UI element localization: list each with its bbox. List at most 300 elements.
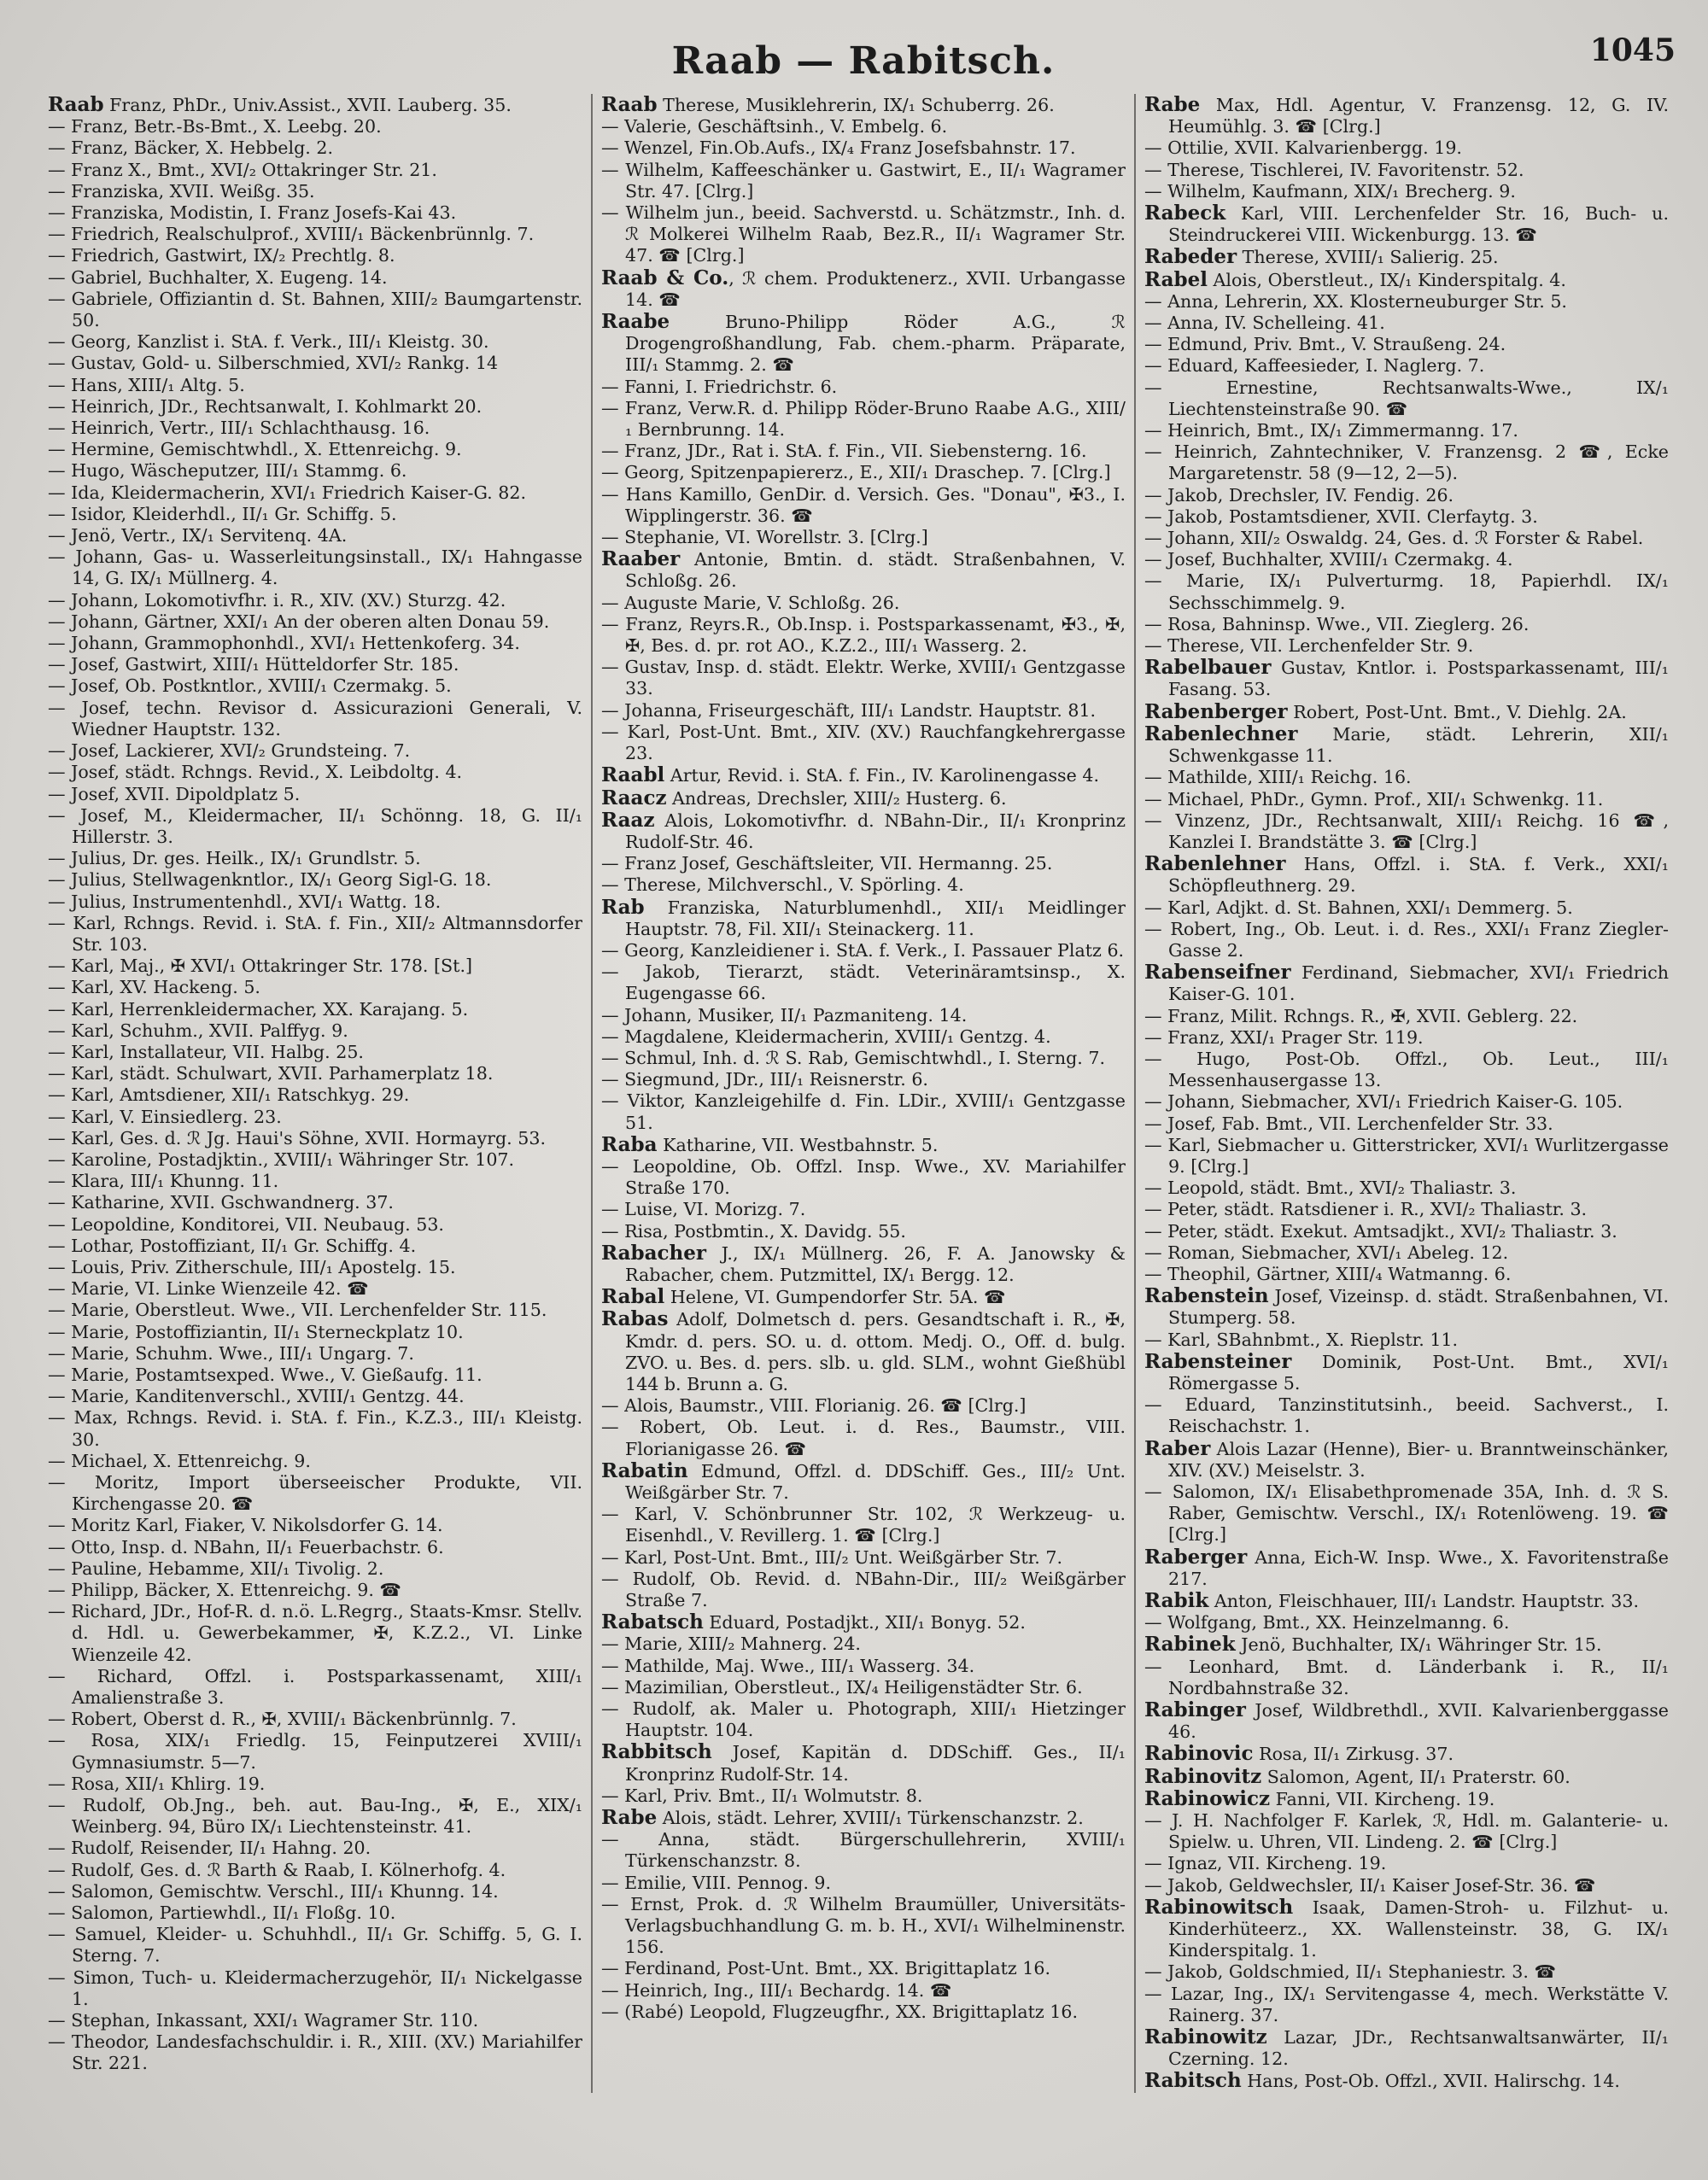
directory-entry <box>1144 1634 1669 1656</box>
entry-text: Dominik, Post-Unt. Bmt., XVI/₁ Römergasse 5. <box>1168 1351 1669 1394</box>
entry-text: Fanni, VII. Kircheng. 19. <box>1270 1788 1495 1809</box>
entry-text: — Lothar, Postoffiziant, II/₁ Gr. Schiffg. 4. <box>48 1235 417 1256</box>
entry-surname: Rabe <box>601 1806 658 1830</box>
entry-text: — Heinrich, Zahntechniker, V. Franzensg. 2 ☎, Ecke Margaretenstr. 58 (9—12, 2—5). <box>1144 441 1669 484</box>
directory-entry <box>1144 313 1669 334</box>
entry-text: — Luise, VI. Morizg. 7. <box>601 1199 806 1220</box>
entry-text: — Ida, Kleidermacherin, XVI/₁ Friedrich Kaiser-G. 82. <box>48 482 527 503</box>
entry-text: — Heinrich, Vertr., III/₁ Schlachthausg. 16. <box>48 418 430 439</box>
entry-text: — Schmul, Inh. d. ℛ S. Rab, Gemischtwhdl., I. Sterng. 7. <box>601 1047 1106 1068</box>
entry-text: — Lazar, Ing., IX/₁ Servitengasse 4, mech. Werkstätte V. Rainerg. 37. <box>1144 1983 1669 2025</box>
entry-text: — Heinrich, JDr., Rechtsanwalt, I. Kohlmarkt 20. <box>48 395 483 417</box>
entry-text: — Franz, JDr., Rat i. StA. f. Fin., VII. Siebensterng. 16. <box>601 441 1087 462</box>
entry-text: — Karl, Ges. d. ℛ Jg. Haui's Söhne, XVII. Hormayrg. 53. <box>48 1127 546 1148</box>
directory-entry <box>601 593 1126 614</box>
entry-text: Anton, Fleischhauer, III/₁ Landstr. Hauptstr. 33. <box>1208 1591 1639 1612</box>
directory-entry <box>1144 1984 1669 2026</box>
directory-entry <box>1144 202 1669 246</box>
directory-entry <box>48 891 582 913</box>
directory-entry <box>601 1807 1126 1829</box>
directory-entry <box>601 267 1126 311</box>
entry-text: — Samuel, Kleider- u. Schuhhdl., II/₁ Gr. Schiffg. 5, G. I. Sterng. 7. <box>48 1924 582 1967</box>
directory-entry <box>48 525 582 546</box>
column-3 <box>1134 94 1677 2093</box>
entry-text: — Georg, Kanzlist i. StA. f. Verk., III/₁ Kleistg. 30. <box>48 331 489 353</box>
entry-text: — Franz, Betr.-Bs-Bmt., X. Leebg. 20. <box>48 116 382 137</box>
directory-entry <box>601 1873 1126 1894</box>
directory-entry <box>48 654 582 675</box>
entry-text: — Franz Josef, Geschäftsleiter, VII. Hermanng. 25. <box>601 853 1053 874</box>
entry-text: — Marie, IX/₁ Pulverturmg. 18, Papierhdl. IX/₁ Sechsschimmelg. 9. <box>1144 570 1669 613</box>
entry-text: — Karl, Herrenkleidermacher, XX. Karajang. 5. <box>48 998 469 1020</box>
directory-entry <box>601 1005 1126 1026</box>
entry-surname: Raba <box>601 1132 658 1156</box>
directory-entry <box>1144 570 1669 613</box>
entry-text: — Hugo, Wäscheputzer, III/₁ Stammg. 6. <box>48 460 407 482</box>
entry-text: — Josef, Fab. Bmt., VII. Lerchenfelder Str. 33. <box>1144 1113 1553 1134</box>
entry-text: , ℛ chem. Produktenerz., XVII. Urbangasse 14. ☎ <box>625 267 1126 310</box>
directory-entry <box>48 375 582 396</box>
entry-text: — (Rabé) Leopold, Flugzeugfhr., XX. Brigittaplatz 16. <box>601 2001 1079 2022</box>
directory-entry <box>48 1343 582 1365</box>
column-2 <box>591 94 1134 2093</box>
entry-text: — Therese, VII. Lerchenfelder Str. 9. <box>1144 635 1474 657</box>
directory-entry <box>48 1924 582 1967</box>
directory-entry <box>601 1785 1126 1807</box>
directory-entry <box>1144 1135 1669 1178</box>
entry-text: Antonie, Bmtin. d. städt. Straßenbahnen, V. Schloßg. 26. <box>625 549 1126 592</box>
directory-entry <box>48 698 582 740</box>
directory-entry <box>1144 181 1669 202</box>
directory-entry <box>601 1242 1126 1286</box>
entry-surname: Rabenstein <box>1144 1284 1269 1308</box>
directory-entry <box>601 1308 1126 1395</box>
entry-text: — Emilie, VIII. Pennog. 9. <box>601 1872 832 1893</box>
entry-text: — Jakob, Drechsler, IV. Fendig. 26. <box>1144 484 1454 506</box>
directory-entry <box>1144 767 1669 788</box>
entry-text: — Franz, Bäcker, X. Hebbelg. 2. <box>48 137 334 159</box>
entry-text: — Salomon, Gemischtw. Verschl., III/₁ Khunng. 14. <box>48 1880 499 1902</box>
entry-text: — Karl, Maj., ✠ XVI/₁ Ottakringer Str. 178. [St.] <box>48 956 473 977</box>
directory-entry <box>601 897 1126 940</box>
entry-text: — Wilhelm, Kaffeeschänker u. Gastwirt, E., II/₁ Wagramer Str. 47. [Clrg.] <box>601 159 1126 202</box>
entry-text: — Karl, XV. Hackeng. 5. <box>48 977 260 998</box>
directory-entry <box>1144 1221 1669 1242</box>
directory-entry <box>1144 1091 1669 1113</box>
directory-entry <box>48 267 582 289</box>
directory-entry <box>48 1192 582 1213</box>
directory-entry <box>48 1881 582 1902</box>
directory-entry <box>48 1278 582 1300</box>
entry-text: — Gabriel, Buchhalter, X. Eugeng. 14. <box>48 266 388 288</box>
entry-surname: Raab <box>601 93 658 116</box>
entry-text: Gustav, Kntlor. i. Postsparkassenamt, III/₁ Fasang. 53. <box>1168 658 1669 700</box>
entry-surname: Rabik <box>1144 1589 1209 1613</box>
directory-entry <box>1144 1699 1669 1743</box>
directory-entry <box>601 1286 1126 1308</box>
entry-text: — Magdalene, Kleidermacherin, XVIII/₁ Gentzg. 4. <box>601 1026 1051 1047</box>
entry-text: Ferdinand, Siebmacher, XVI/₁ Friedrich Kaiser-G. 101. <box>1168 962 1669 1005</box>
directory-entry <box>601 874 1126 896</box>
entry-surname: Raaber <box>601 547 681 571</box>
entry-text: Franz, PhDr., Univ.Assist., XVII. Lauberg. 35. <box>103 95 512 115</box>
directory-entry <box>601 1569 1126 1611</box>
directory-entry <box>48 740 582 762</box>
entry-text: — Johann, Musiker, II/₁ Pazmaniteng. 14. <box>601 1004 968 1026</box>
entry-text: — Friedrich, Gastwirt, IX/₂ Prechtlg. 8. <box>48 245 395 266</box>
directory-entry <box>48 1967 582 2010</box>
directory-entry <box>48 1795 582 1838</box>
entry-text: — Marie, Postamtsexped. Wwe., V. Gießaufg. 11. <box>48 1364 483 1385</box>
entry-text: — Mathilde, Maj. Wwe., III/₁ Wasserg. 34. <box>601 1655 975 1676</box>
directory-entry <box>1144 1027 1669 1049</box>
entry-text: Josef, Wildbrethdl., XVII. Kalvarienberggasse 46. <box>1168 1700 1669 1743</box>
entry-text: Alois, Lokomotivfhr. d. NBahn-Dir., II/₁ Kronprinz Rudolf-Str. 46. <box>625 809 1126 852</box>
directory-entry <box>1144 485 1669 506</box>
entry-text: — Friedrich, Realschulprof., XVIII/₁ Bäckenbrünnlg. 7. <box>48 224 535 245</box>
entry-surname: Rabenlechner <box>1144 722 1298 745</box>
entry-text: — Josef, Gastwirt, XIII/₁ Hütteldorfer Str. 185. <box>48 654 459 675</box>
directory-entry <box>48 160 582 181</box>
directory-entry <box>48 1730 582 1773</box>
entry-text: Rosa, II/₁ Zirkusg. 37. <box>1253 1744 1454 1765</box>
entry-text: — Karoline, Postadjktin., XVIII/₁ Währinger Str. 107. <box>48 1148 515 1170</box>
directory-entry <box>601 809 1126 853</box>
directory-entry <box>48 633 582 654</box>
entry-surname: Rabel <box>1144 267 1208 291</box>
entry-text: — Karl, Rchngs. Revid. i. StA. f. Fin., XII/₂ Altmannsdorfer Str. 103. <box>48 912 582 955</box>
directory-entry <box>601 2002 1126 2023</box>
entry-surname: Rabenberger <box>1144 699 1288 723</box>
entry-surname: Rabinovic <box>1144 1742 1254 1766</box>
directory-entry <box>1144 853 1669 897</box>
entry-text: — Max, Rchngs. Revid. i. StA. f. Fin., K.Z.3., III/₁ Kleistg. 30. <box>48 1407 582 1450</box>
directory-entry <box>1144 919 1669 961</box>
entry-text: — Salomon, Partiewhdl., II/₁ Floßg. 10. <box>48 1902 396 1924</box>
directory-entry <box>1144 1766 1669 1788</box>
directory-entry <box>601 1395 1126 1417</box>
entry-text: Max, Hdl. Agentur, V. Franzensg. 12, G. IV. Heumühlg. 3. ☎ [Clrg.] <box>1168 95 1669 137</box>
directory-entry <box>601 202 1126 267</box>
entry-text: — Marie, Oberstleut. Wwe., VII. Lerchenfelder Str. 115. <box>48 1300 547 1321</box>
directory-entry <box>48 956 582 977</box>
directory-entry <box>601 1460 1126 1504</box>
directory-entry <box>48 675 582 697</box>
entry-text: — Klara, III/₁ Khunng. 11. <box>48 1171 279 1192</box>
directory-entry <box>48 396 582 418</box>
entry-text: — Josef, Lackierer, XVI/₂ Grundsteing. 7. <box>48 740 411 762</box>
entry-text: — Therese, Tischlerei, IV. Favoritenstr. 52. <box>1144 159 1524 180</box>
entry-text: — Karl, Schuhm., XVII. Palffyg. 9. <box>48 1020 348 1041</box>
directory-entry <box>48 1020 582 1042</box>
entry-text: — Richard, Offzl. i. Postsparkassenamt, XIII/₁ Amalienstraße 3. <box>48 1665 582 1709</box>
directory-entry <box>48 1386 582 1407</box>
entry-text: — Karl, Priv. Bmt., II/₁ Wolmutstr. 8. <box>601 1785 923 1806</box>
directory-entry <box>48 181 582 202</box>
directory-entry <box>601 1634 1126 1655</box>
directory-entry <box>1144 657 1669 700</box>
entry-text: — Peter, städt. Exekut. Amtsadjkt., XVI/₂ Thaliastr. 3. <box>1144 1220 1617 1242</box>
entry-text: — Heinrich, Bmt., IX/₁ Zimmermanng. 17. <box>1144 420 1518 441</box>
page-title: Raab — Rabitsch. <box>671 39 1056 83</box>
entry-text: — Johann, Siebmacher, XVI/₁ Friedrich Kaiser-G. 105. <box>1144 1091 1623 1113</box>
entry-text: — Edmund, Priv. Bmt., V. Straußeng. 24. <box>1144 334 1506 355</box>
entry-text: Marie, städt. Lehrerin, XII/₁ Schwenkgasse 11. <box>1168 723 1669 767</box>
directory-entry <box>1144 1264 1669 1285</box>
directory-entry <box>48 504 582 525</box>
entry-text: — Marie, Kanditenverschl., XVIII/₁ Gentzg. 44. <box>48 1386 465 1407</box>
entry-surname: Rabinger <box>1144 1698 1246 1722</box>
directory-entry <box>601 940 1126 961</box>
directory-entry <box>48 999 582 1020</box>
directory-entry <box>1144 1612 1669 1634</box>
directory-entry <box>48 331 582 353</box>
directory-entry <box>601 1741 1126 1785</box>
entry-columns <box>48 94 1679 2093</box>
entry-text: — Josef, städt. Rchngs. Revid., X. Leibdoltg. 4. <box>48 762 463 783</box>
entry-text: — Ottilie, XVII. Kalvarienbergg. 19. <box>1144 137 1462 159</box>
entry-text: — Marie, XIII/₂ Mahnerg. 24. <box>601 1634 861 1655</box>
directory-entry <box>601 1048 1126 1069</box>
entry-text: — Jakob, Geldwechsler, II/₁ Kaiser Josef-Str. 36. ☎ <box>1144 1874 1596 1896</box>
directory-entry <box>1144 137 1669 159</box>
directory-entry <box>1144 160 1669 181</box>
entry-surname: Raacz <box>601 786 667 809</box>
entry-text: — Eduard, Tanzinstitutsinh., beeid. Sachverst., I. Reischachstr. 1. <box>1144 1394 1669 1437</box>
directory-entry <box>1144 334 1669 355</box>
entry-text: — Alois, Baumstr., VIII. Florianig. 26. ☎ [Clrg.] <box>601 1395 1027 1417</box>
entry-text: — Gabriele, Offiziantin d. St. Bahnen, XIII/₂ Baumgartenstr. 50. <box>48 288 582 331</box>
entry-text: — Karl, städt. Schulwart, XVII. Parhamerplatz 18. <box>48 1063 494 1084</box>
entry-text: — Robert, Ob. Leut. i. d. Res., Baumstr., VIII. Florianigasse 26. ☎ <box>601 1417 1126 1459</box>
directory-entry <box>48 439 582 460</box>
directory-entry <box>1144 1590 1669 1612</box>
entry-text: — Georg, Kanzleidiener i. StA. f. Verk., I. Passauer Platz 6. <box>601 939 1125 961</box>
directory-entry <box>48 353 582 374</box>
entry-text: — Stephanie, VI. Worellstr. 3. [Clrg.] <box>601 527 928 548</box>
entry-surname: Raabe <box>601 310 670 334</box>
directory-entry <box>48 137 582 159</box>
directory-entry <box>48 289 582 331</box>
directory-entry <box>601 398 1126 441</box>
directory-entry <box>601 1090 1126 1133</box>
entry-text: Eduard, Postadjkt., XII/₁ Bonyg. 52. <box>703 1612 1026 1634</box>
directory-entry <box>601 700 1126 722</box>
directory-entry <box>601 160 1126 202</box>
directory-entry <box>1144 1199 1669 1220</box>
directory-entry <box>1144 1178 1669 1199</box>
directory-entry <box>601 1677 1126 1698</box>
directory-entry <box>1144 635 1669 657</box>
directory-entry <box>48 2031 582 2074</box>
directory-entry <box>601 853 1126 874</box>
entry-text: Bruno-Philipp Röder A.G., ℛ Drogengroßhandlung, Fab. chem.-pharm. Präparate, III/₁ Stammg. 2. ☎ <box>625 312 1126 376</box>
directory-entry <box>601 787 1126 809</box>
entry-text: — Salomon, IX/₁ Elisabethpromenade 35A, Inh. d. ℛ S. Raber, Gemischtw. Verschl., IX/₁ Rotenlöweng. 19. ☎ [Clrg.] <box>1144 1482 1669 1546</box>
entry-text: — Jakob, Goldschmied, II/₁ Stephaniestr. 3. ☎ <box>1144 1961 1557 1983</box>
entry-text: — Johanna, Friseurgeschäft, III/₁ Landstr. Hauptstr. 81. <box>601 699 1097 721</box>
entry-surname: Raab & Co. <box>601 266 729 289</box>
directory-entry <box>48 1407 582 1450</box>
directory-entry <box>48 1451 582 1472</box>
entry-text: Alois, städt. Lehrer, XVIII/₁ Türkenschanzstr. 2. <box>657 1808 1084 1829</box>
entry-text: — Valerie, Geschäftsinh., V. Embelg. 6. <box>601 116 948 137</box>
directory-entry <box>48 1838 582 1859</box>
directory-entry <box>48 460 582 482</box>
entry-text: — Karl, Adjkt. d. St. Bahnen, XXI/₁ Demmerg. 5. <box>1144 897 1573 918</box>
entry-text: — Johann, Grammophonhdl., XVI/₁ Hettenkoferg. 34. <box>48 633 520 654</box>
entry-text: — Josef, XVII. Dipoldplatz 5. <box>48 783 301 804</box>
directory-entry <box>1144 1438 1669 1482</box>
directory-entry <box>1144 1242 1669 1264</box>
directory-entry <box>48 1257 582 1278</box>
entry-text: Hans, Offzl. i. StA. f. Verk., XXI/₁ Schöpfleuthnerg. 29. <box>1168 854 1669 897</box>
entry-text: — Ernestine, Rechtsanwalts-Wwe., IX/₁ Liechtensteinstraße 90. ☎ <box>1144 377 1669 419</box>
entry-text: — Karl, Installateur, VII. Halbg. 25. <box>48 1041 364 1062</box>
directory-entry <box>48 202 582 224</box>
directory-entry <box>1144 291 1669 313</box>
directory-entry <box>1144 1006 1669 1027</box>
directory-entry <box>48 805 582 848</box>
entry-text: Katharine, VII. Westbahnstr. 5. <box>657 1134 939 1155</box>
entry-surname: Rabeck <box>1144 202 1226 225</box>
entry-text: Andreas, Drechsler, XIII/₂ Husterg. 6. <box>666 787 1007 809</box>
directory-entry <box>48 1537 582 1558</box>
entry-surname: Rabacher <box>601 1241 707 1265</box>
entry-text: — Karl, Post-Unt. Bmt., XIV. (XV.) Rauchfangkehrergasse 23. <box>601 721 1126 764</box>
entry-text: — Leopold, städt. Bmt., XVI/₂ Thaliastr. 3. <box>1144 1178 1517 1199</box>
directory-entry <box>1144 1351 1669 1394</box>
directory-entry <box>601 764 1126 786</box>
entry-text: — Jakob, Postamtsdiener, XVII. Clerfaytg. 3. <box>1144 506 1538 527</box>
directory-entry <box>48 1236 582 1257</box>
entry-text: — Leonhard, Bmt. d. Länderbank i. R., II/₁ Nordbahnstraße 32. <box>1144 1656 1669 1698</box>
entry-text: J., IX/₁ Müllnerg. 26, F. A. Janowsky & Rabacher, chem. Putzmittel, IX/₁ Bergg. 12. <box>625 1242 1126 1285</box>
entry-text: — Eduard, Kaffeesieder, I. Naglerg. 7. <box>1144 355 1485 377</box>
directory-entry <box>601 1069 1126 1090</box>
directory-entry <box>1144 246 1669 268</box>
directory-entry <box>1144 528 1669 549</box>
entry-text: — Heinrich, Ing., III/₁ Bechardg. 14. ☎ <box>601 1979 952 2001</box>
directory-entry <box>1144 1113 1669 1135</box>
directory-entry <box>601 722 1126 764</box>
entry-surname: Rabensteiner <box>1144 1349 1292 1373</box>
directory-entry <box>1144 810 1669 853</box>
entry-text: — Franz, XXI/₁ Prager Str. 119. <box>1144 1026 1424 1048</box>
entry-text: — Moritz, Import überseeischer Produkte, VII. Kirchengasse 20. ☎ <box>48 1472 582 1515</box>
entry-text: — Josef, M., Kleidermacher, II/₁ Schönng. 18, G. II/₁ Hillerstr. 3. <box>48 804 582 847</box>
directory-entry <box>1144 1394 1669 1437</box>
entry-text: Edmund, Offzl. d. DDSchiff. Ges., III/₂ Unt. Weißgärber Str. 7. <box>625 1460 1126 1503</box>
entry-surname: Rabelbauer <box>1144 656 1272 680</box>
entry-text: — Karl, SBahnbmt., X. Rieplstr. 11. <box>1144 1329 1459 1350</box>
directory-entry <box>48 1709 582 1730</box>
entry-text: — Johann, Lokomotivfhr. i. R., XIV. (XV.) Sturzg. 42. <box>48 589 506 611</box>
directory-entry <box>601 1547 1126 1569</box>
directory-entry <box>48 1774 582 1795</box>
directory-entry <box>48 2010 582 2031</box>
entry-text: — Viktor, Kanzleigehilfe d. Fin. LDir., XVIII/₁ Gentzgasse 51. <box>601 1090 1126 1133</box>
entry-text: — Franz, Verw.R. d. Philipp Röder-Bruno Raabe A.G., XIII/₁ Bernbrunng. 14. <box>601 397 1126 441</box>
page-number: 1045 <box>1589 32 1676 68</box>
entry-text: Therese, Musiklehrerin, IX/₁ Schuberrg. 26. <box>657 95 1055 115</box>
entry-text: — Leopoldine, Konditorei, VII. Neubaug. 53. <box>48 1213 444 1235</box>
entry-surname: Raaz <box>601 808 655 832</box>
directory-entry <box>48 869 582 891</box>
directory-entry <box>48 1365 582 1386</box>
entry-surname: Rabal <box>601 1285 665 1309</box>
entry-text: Hans, Post-Ob. Offzl., XVII. Halirschg. 14. <box>1241 2071 1620 2092</box>
directory-entry <box>48 1042 582 1063</box>
entry-text: — Karl, V. Einsiedlerg. 23. <box>48 1106 282 1127</box>
entry-surname: Rabatsch <box>601 1610 704 1634</box>
entry-text: — Johann, XII/₂ Oswaldg. 24, Ges. d. ℛ Forster & Rabel. <box>1144 528 1644 549</box>
directory-entry <box>48 1515 582 1536</box>
entry-text: — Wilhelm jun., beeid. Sachverstd. u. Schätzmstr., Inh. d. ℛ Molkerei Wilhelm Raab, Bez.R., II/₁ Wagramer Str. 47. ☎ [Clrg.] <box>601 202 1126 266</box>
directory-entry <box>1144 549 1669 570</box>
entry-text: — Anna, Lehrerin, XX. Klosterneuburger Str. 5. <box>1144 290 1567 312</box>
entry-text: Franziska, Naturblumenhdl., XII/₁ Meidlinger Hauptstr. 78, Fil. XII/₁ Steinackerg. 11. <box>625 897 1126 939</box>
directory-entry <box>1144 789 1669 810</box>
directory-entry <box>1144 377 1669 420</box>
directory-entry <box>48 1601 582 1666</box>
directory-entry <box>48 1558 582 1580</box>
entry-text: — Karl, Siebmacher u. Gitterstricker, XVI/₁ Wurlitzergasse 9. [Clrg.] <box>1144 1134 1669 1177</box>
directory-entry <box>48 1860 582 1881</box>
directory-entry <box>48 482 582 504</box>
directory-entry <box>48 1149 582 1171</box>
entry-surname: Raberger <box>1144 1545 1248 1569</box>
directory-entry <box>1144 1810 1669 1853</box>
entry-text: — Moritz Karl, Fiaker, V. Nikolsdorfer G. 14. <box>48 1515 443 1536</box>
directory-entry <box>601 657 1126 699</box>
entry-text: — Hugo, Post-Ob. Offzl., Ob. Leut., III/₁ Messenhausergasse 13. <box>1144 1048 1669 1091</box>
entry-text: — Franziska, XVII. Weißg. 35. <box>48 180 315 202</box>
directory-entry <box>1144 1049 1669 1091</box>
entry-text: — Michael, X. Ettenreichg. 9. <box>48 1450 311 1471</box>
directory-entry <box>601 1134 1126 1156</box>
directory-entry <box>601 1199 1126 1220</box>
directory-entry <box>601 94 1126 116</box>
directory-entry <box>601 1504 1126 1546</box>
entry-text: — Otto, Insp. d. NBahn, II/₁ Feuerbachstr. 6. <box>48 1536 444 1558</box>
directory-entry <box>48 1084 582 1106</box>
directory-entry <box>48 94 582 116</box>
entry-text: Anna, Eich-W. Insp. Wwe., X. Favoritenstraße 217. <box>1168 1546 1669 1589</box>
entry-surname: Raber <box>1144 1436 1211 1460</box>
entry-text: — Rosa, XIX/₁ Friedlg. 15, Feinputzerei XVIII/₁ Gymnasiumstr. 5—7. <box>48 1730 582 1773</box>
entry-text: — Vinzenz, JDr., Rechtsanwalt, XIII/₁ Reichg. 16 ☎, Kanzlei I. Brandstätte 3. ☎ [Clrg.] <box>1144 809 1669 852</box>
entry-text: — Franz, Reyrs.R., Ob.Insp. i. Postsparkassenamt, ✠3., ✠, ✠, Bes. d. pr. rot AO., K.Z.2., III/₁ Wasserg. 2. <box>601 613 1126 657</box>
entry-text: — Robert, Ing., Ob. Leut. i. d. Res., XXI/₁ Franz Ziegler-Gasse 2. <box>1144 918 1669 961</box>
directory-entry <box>48 1666 582 1709</box>
directory-entry <box>48 224 582 245</box>
entry-text: — Franziska, Modistin, I. Franz Josefs-Kai 43. <box>48 202 457 224</box>
entry-text: — Johann, Gärtner, XXI/₁ An der oberen alten Donau 59. <box>48 611 550 632</box>
entry-text: — Josef, Ob. Postkntlor., XVIII/₁ Czermakg. 5. <box>48 675 452 697</box>
directory-entry <box>601 961 1126 1004</box>
directory-entry <box>601 1980 1126 2002</box>
entry-text: — Mathilde, XIII/₁ Reichg. 16. <box>1144 767 1412 788</box>
entry-surname: Rabinowitz <box>1144 2025 1267 2049</box>
entry-text: — Risa, Postbmtin., X. Davidg. 55. <box>601 1220 906 1242</box>
directory-entry <box>48 1214 582 1236</box>
directory-entry <box>48 116 582 137</box>
directory-entry <box>1144 506 1669 528</box>
entry-text: Josef, Kapitän d. DDSchiff. Ges., II/₁ Kronprinz Rudolf-Str. 14. <box>625 1742 1126 1785</box>
entry-text: — Rudolf, Reisender, II/₁ Hahng. 20. <box>48 1838 371 1859</box>
entry-text: — Julius, Dr. ges. Heilk., IX/₁ Grundlstr. 5. <box>48 848 421 869</box>
